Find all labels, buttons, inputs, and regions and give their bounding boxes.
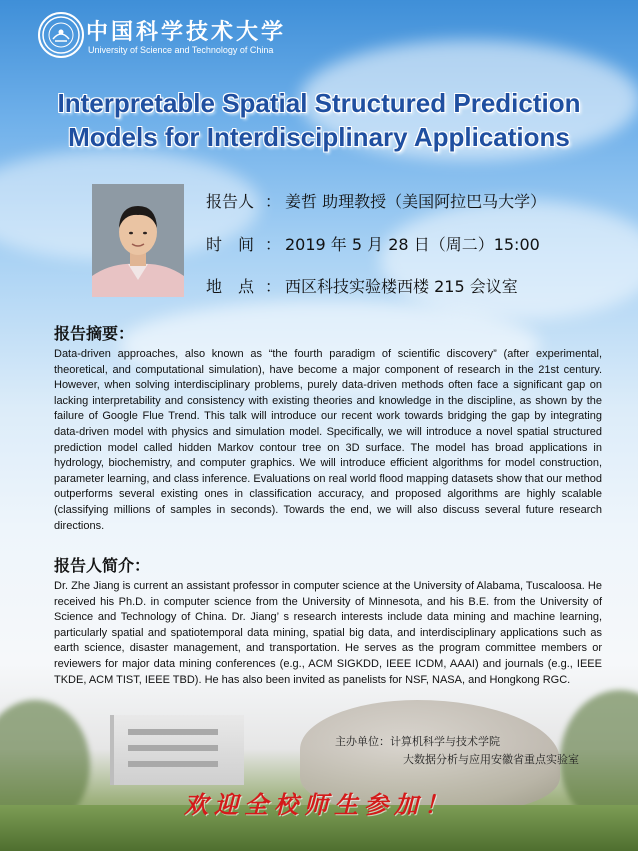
colon: ： [264,235,281,254]
speaker-label: 报告人 [206,192,255,211]
campus-building-image [110,715,244,785]
place-line [206,274,518,297]
talk-title-line1: Interpretable Spatial Structured Prediction [57,88,581,118]
talk-title [0,86,638,154]
talk-title-line2: Models for Interdisciplinary Applications [68,122,570,152]
welcome-banner: 欢迎全校师生参加！ [184,790,454,819]
place-label: 地 点 [206,277,255,296]
abstract-heading: 报告摘要： [54,324,135,343]
colon: ： [264,192,281,211]
organizer-line2: 大数据分析与应用安徽省重点实验室 [403,753,579,766]
bio-text: Dr. Zhe Jiang is current an assistant professor in computer science at the University of Alabama, Tuscaloosa. He received his Ph.D. in computer science from the University of Minnesota, and his B.E. from the University of Science and Technology of China. Dr. Jiang’ s research interests include data mining and machine learning, particularly spatial and spatiotemporal data mining, spatial big data, and interdisciplinary applications such as earth science, disaster management, and transportation. He serves as the program committee members or reviewers for major data mining conferences (e.g., ACM SIGKDD, IEEE ICDM, AAAI) and journals (e.g., IEEE TKDE, ACM TIST, IEEE TBD). He has also been invited as panelists for NSF, NASA, and Hongkong RGC. [54,580,602,686]
speaker-photo [92,184,184,297]
colon: ： [264,277,281,296]
place-value: 西区科技实验楼西楼 215 会议室 [285,277,518,296]
cloud-decoration [380,200,638,320]
university-name-en: University of Science and Technology of China [88,45,274,55]
time-label: 时 间 [206,235,255,254]
speaker-value: 姜哲 助理教授（美国阿拉巴马大学） [285,192,547,211]
university-name-cn: 中国科学技术大学 [86,19,287,45]
abstract-text: Data-driven approaches, also known as “the fourth paradigm of scientific discovery” (after experimental, theoretical, and computational simulation), have become a major component of research in the 21st century. However, when solving interdisciplinary problems, purely data-driven methods often face a significant gap on lacking interpretability and consistency with existing theories and knowledge in the discipline, as shown by the failure of Google Flue Trend. This talk will introduce our recent work towards bridging the gap by integrating data-driven model with physics and simulation model. Specifically, we will introduce a novel spatial structured prediction model called hidden Markov contour tree on 3D surface. The model has broad applications in hydrology, biochemistry, and computer graphics. We will introduce efficient algorithms for model construction, parameter learning, and class inference. Evaluations on real world flood mapping datasets show that our method outperforms several existing ones in classification accuracy, and proposed algorithms are highly scalable (classifying millions of samples in seconds). Towards the end, we will also discuss several future research directions. [54,348,602,532]
bio-heading: 报告人简介： [54,556,151,575]
time-line [206,232,540,255]
time-value: 2019 年 5 月 28 日（周二）15:00 [285,235,540,254]
organizer-line1: 主办单位：计算机科学与技术学院 [335,735,500,748]
speaker-line [206,189,546,212]
ustc-seal-icon [38,12,84,58]
